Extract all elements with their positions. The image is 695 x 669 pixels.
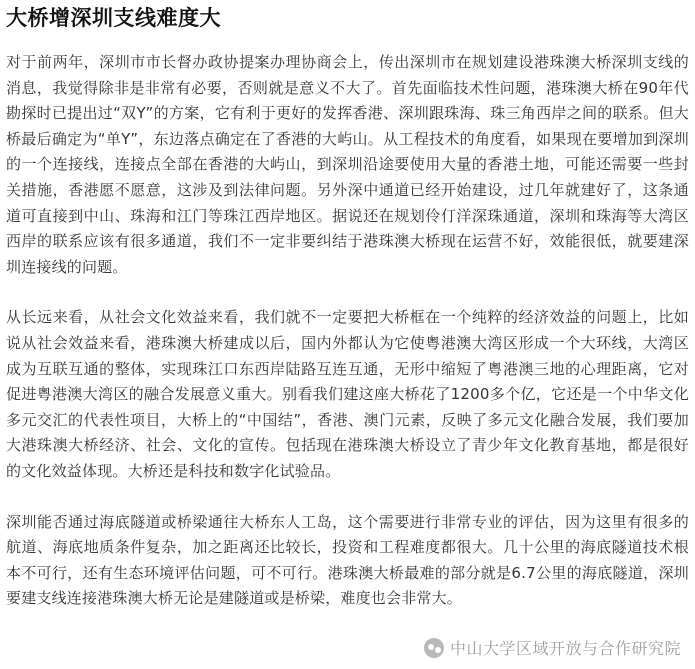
article-paragraph-1: 对于前两年，深圳市市长督办政协提案办理协商会上，传出深圳市在规划建设港珠澳大桥深圳支线的消息，我觉得除非是非常有必要，否则就是意义不大了。首先面临技术性问题，港珠澳大桥在90年代勘探时已提出过“双Y”的方案，它有利于更好的发挥香港、深圳跟珠海、珠三角西岸之间的联系。但大桥最后确定为“单Y”，东边落点确定在了香港的大屿山。从工程技术的角度看，如果现在要增加到深圳的一个连接线，连接点全部在香港的大屿山，到深圳沿途要使用大量的香港土地，可能还需要一些封关措施，香港愿不愿意，这涉及到法律问题。另外深中通道已经开始建设，过几年就建好了，这条通道可直接到中山、珠海和江门等珠江西岸地区。据说还在规划伶仃洋深珠通道，深圳和珠海等大湾区西岸的联系应该有很多通道，我们不一定非要纠结于港珠澳大桥现在运营不好，效能很低，就要建深圳连接线的问题。 [6, 53, 689, 276]
article-paragraph-3: 深圳能否通过海底隧道或桥梁通往大桥东人工岛，这个需要进行非常专业的评估，因为这里有很多的航道、海底地质条件复杂，加之距离还比较长，投资和工程难度都很大。几十公里的海底隧道技术根本不可行，还有生态环境评估问题，可不可行。港珠澳大桥最难的部分就是6.7公里的海底隧道，深圳要建支线连接港珠澳大桥无论是建隧道或是桥梁，难度也会非常大。 [6, 512, 689, 608]
article-title: 大桥增深圳支线难度大 [6, 6, 221, 30]
article [6, 0, 689, 612]
article-paragraph-2: 从长远来看，从社会文化效益来看，我们就不一定要把大桥框在一个纯粹的经济效益的问题上，比如说从社会效益来看，港珠澳大桥建成以后，国内外都认为它使粤港澳大湾区形成一个大环线，大湾区成为互联互通的整体，实现珠江口东西岸陆路互连互通，无形中缩短了粤港澳三地的心理距离，它对促进粤港澳大湾区的融合发展意义重大。别看我们建这座大桥花了1200多个亿，它还是一个中华文化多元交汇的代表性项目，大桥上的“中国结”，香港、澳门元素，反映了多元文化融合发展，我们要加大港珠澳大桥经济、社会、文化的宣传。包括现在港珠澳大桥设立了青少年文化教育基地，都是很好的文化效益体现。大桥还是科技和数字化试验品。 [6, 308, 689, 480]
watermark [420, 634, 685, 661]
wechat-icon [424, 638, 444, 658]
watermark-text: 中山大学区域开放与合作研究院 [449, 639, 681, 658]
